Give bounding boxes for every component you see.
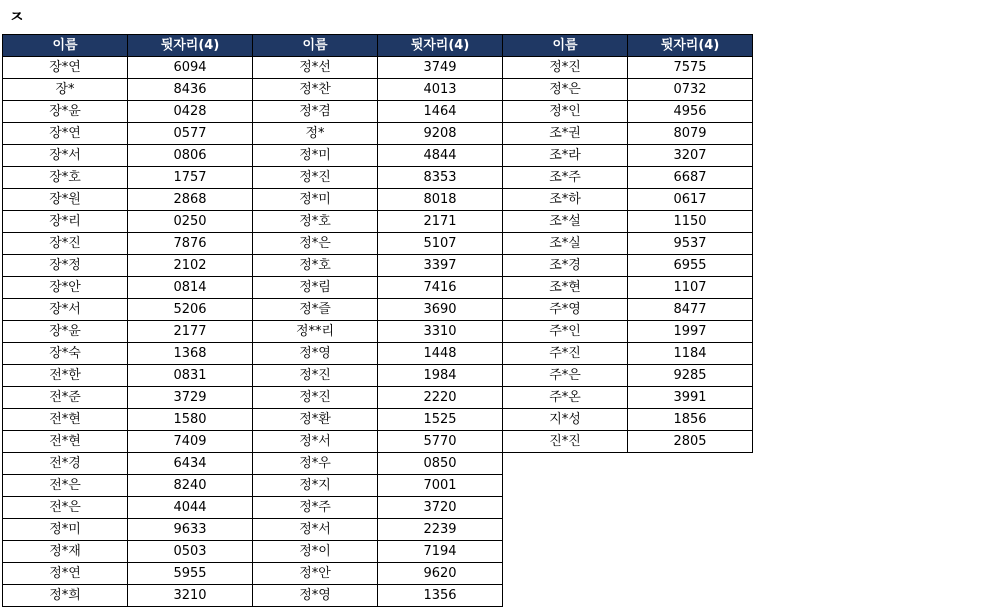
roster-table-3 xyxy=(502,34,753,453)
column-header-digits[interactable]: 뒷자리(4) xyxy=(628,35,753,57)
name-cell[interactable]: 장*리 xyxy=(3,211,128,233)
name-cell[interactable]: 정*서 xyxy=(253,519,378,541)
name-cell[interactable]: 정*안 xyxy=(253,563,378,585)
table-row xyxy=(503,299,753,321)
digits-cell[interactable]: 3991 xyxy=(628,387,753,409)
name-cell[interactable]: 정*지 xyxy=(253,475,378,497)
name-cell[interactable]: 정*인 xyxy=(503,101,628,123)
digits-cell[interactable]: 1997 xyxy=(628,321,753,343)
table-row xyxy=(3,321,253,343)
digits-cell[interactable]: 7575 xyxy=(628,57,753,79)
name-cell[interactable]: 정*미 xyxy=(253,189,378,211)
digits-cell[interactable]: 8353 xyxy=(378,167,503,189)
name-cell[interactable]: 장*원 xyxy=(3,189,128,211)
name-cell[interactable]: 전*은 xyxy=(3,497,128,519)
digits-cell[interactable]: 3690 xyxy=(378,299,503,321)
digits-cell[interactable]: 3720 xyxy=(378,497,503,519)
table-row xyxy=(503,365,753,387)
name-cell[interactable]: 정*주 xyxy=(253,497,378,519)
digits-cell[interactable]: 1356 xyxy=(378,585,503,607)
table-row xyxy=(253,123,503,145)
column-header-digits[interactable]: 뒷자리(4) xyxy=(378,35,503,57)
table-row xyxy=(253,453,503,475)
table-row xyxy=(253,585,503,607)
digits-cell[interactable]: 9620 xyxy=(378,563,503,585)
digits-cell[interactable]: 1856 xyxy=(628,409,753,431)
digits-cell[interactable]: 9537 xyxy=(628,233,753,255)
digits-cell[interactable]: 0814 xyxy=(128,277,253,299)
table-row xyxy=(3,233,253,255)
table-row xyxy=(503,189,753,211)
digits-cell[interactable]: 2805 xyxy=(628,431,753,453)
digits-cell[interactable]: 3207 xyxy=(628,145,753,167)
table-row xyxy=(253,189,503,211)
table-row xyxy=(253,475,503,497)
table-row xyxy=(3,211,253,233)
column-header-name[interactable]: 이름 xyxy=(253,35,378,57)
name-cell[interactable]: 정*호 xyxy=(253,255,378,277)
name-cell[interactable]: 정*환 xyxy=(253,409,378,431)
name-cell[interactable]: 조*라 xyxy=(503,145,628,167)
name-cell[interactable]: 장*서 xyxy=(3,299,128,321)
table-row xyxy=(3,387,253,409)
digits-cell[interactable]: 8079 xyxy=(628,123,753,145)
table-row xyxy=(503,233,753,255)
table-row xyxy=(253,365,503,387)
name-cell[interactable]: 정*우 xyxy=(253,453,378,475)
name-cell[interactable]: 정*은 xyxy=(253,233,378,255)
digits-cell[interactable]: 9208 xyxy=(378,123,503,145)
digits-cell[interactable]: 2171 xyxy=(378,211,503,233)
table-row xyxy=(503,211,753,233)
name-cell[interactable]: 지*성 xyxy=(503,409,628,431)
table-row xyxy=(3,299,253,321)
table-body xyxy=(253,57,503,607)
table-row xyxy=(253,145,503,167)
table-row xyxy=(253,211,503,233)
table-row xyxy=(503,409,753,431)
table-row xyxy=(503,167,753,189)
digits-cell[interactable]: 1580 xyxy=(128,409,253,431)
table-body xyxy=(503,57,753,453)
digits-cell[interactable]: 0850 xyxy=(378,453,503,475)
table-row xyxy=(3,57,253,79)
name-cell[interactable]: 전*현 xyxy=(3,409,128,431)
table-row xyxy=(3,343,253,365)
digits-cell[interactable]: 6434 xyxy=(128,453,253,475)
digits-cell[interactable]: 4844 xyxy=(378,145,503,167)
digits-cell[interactable]: 7409 xyxy=(128,431,253,453)
table-row xyxy=(3,365,253,387)
name-cell[interactable]: 정*은 xyxy=(503,79,628,101)
name-cell[interactable]: 정*영 xyxy=(253,343,378,365)
name-cell[interactable]: 조*하 xyxy=(503,189,628,211)
table-row xyxy=(503,343,753,365)
table-row xyxy=(3,519,253,541)
table-row xyxy=(3,541,253,563)
name-cell[interactable]: 정*진 xyxy=(253,167,378,189)
table-row xyxy=(253,255,503,277)
name-cell[interactable]: 정*진 xyxy=(253,365,378,387)
digits-cell[interactable]: 8240 xyxy=(128,475,253,497)
table-row xyxy=(503,387,753,409)
name-cell[interactable]: 정*진 xyxy=(253,387,378,409)
name-cell[interactable]: 정*선 xyxy=(253,57,378,79)
table-row xyxy=(253,167,503,189)
name-cell[interactable]: 진*진 xyxy=(503,431,628,453)
table-row xyxy=(253,101,503,123)
header-row xyxy=(253,35,503,57)
name-cell[interactable]: 정*호 xyxy=(253,211,378,233)
digits-cell[interactable]: 7001 xyxy=(378,475,503,497)
table-row xyxy=(503,101,753,123)
table-row xyxy=(3,123,253,145)
digits-cell[interactable]: 0732 xyxy=(628,79,753,101)
name-cell[interactable]: 장*연 xyxy=(3,57,128,79)
table-row xyxy=(253,387,503,409)
name-cell[interactable]: 정*즐 xyxy=(253,299,378,321)
table-row xyxy=(503,277,753,299)
name-cell[interactable]: 정*림 xyxy=(253,277,378,299)
digits-cell[interactable]: 7194 xyxy=(378,541,503,563)
name-cell[interactable]: 전*현 xyxy=(3,431,128,453)
table-row xyxy=(3,475,253,497)
name-cell[interactable]: 조*주 xyxy=(503,167,628,189)
header-row xyxy=(503,35,753,57)
table-row xyxy=(3,585,253,607)
digits-cell[interactable]: 2239 xyxy=(378,519,503,541)
name-cell[interactable]: 장*숙 xyxy=(3,343,128,365)
table-row xyxy=(503,79,753,101)
digits-cell[interactable]: 0617 xyxy=(628,189,753,211)
digits-cell[interactable]: 1757 xyxy=(128,167,253,189)
digits-cell[interactable]: 0250 xyxy=(128,211,253,233)
name-cell[interactable]: 정*찬 xyxy=(253,79,378,101)
table-row xyxy=(503,255,753,277)
table-row xyxy=(253,277,503,299)
table-row xyxy=(253,541,503,563)
name-cell[interactable]: 정*미 xyxy=(253,145,378,167)
digits-cell[interactable]: 3310 xyxy=(378,321,503,343)
name-cell[interactable]: 주*인 xyxy=(503,321,628,343)
digits-cell[interactable]: 1107 xyxy=(628,277,753,299)
table-row xyxy=(503,431,753,453)
table-row xyxy=(3,189,253,211)
table-row xyxy=(503,145,753,167)
name-cell[interactable]: 조*실 xyxy=(503,233,628,255)
name-cell[interactable]: 장*정 xyxy=(3,255,128,277)
name-cell[interactable]: 정*진 xyxy=(503,57,628,79)
name-cell[interactable]: 조*설 xyxy=(503,211,628,233)
name-cell[interactable]: 정*겸 xyxy=(253,101,378,123)
name-cell[interactable]: 장*진 xyxy=(3,233,128,255)
digits-cell[interactable]: 8477 xyxy=(628,299,753,321)
table-row xyxy=(253,233,503,255)
header-row xyxy=(3,35,253,57)
digits-cell[interactable]: 6955 xyxy=(628,255,753,277)
digits-cell[interactable]: 0577 xyxy=(128,123,253,145)
table-row xyxy=(3,255,253,277)
digits-cell[interactable]: 7416 xyxy=(378,277,503,299)
name-cell[interactable]: 조*경 xyxy=(503,255,628,277)
table-row xyxy=(253,57,503,79)
name-cell[interactable]: 조*권 xyxy=(503,123,628,145)
digits-cell[interactable]: 5770 xyxy=(378,431,503,453)
column-header-name[interactable]: 이름 xyxy=(3,35,128,57)
table-row xyxy=(253,343,503,365)
digits-cell[interactable]: 8018 xyxy=(378,189,503,211)
table-row xyxy=(253,497,503,519)
digits-cell[interactable]: 1464 xyxy=(378,101,503,123)
digits-cell[interactable]: 0503 xyxy=(128,541,253,563)
name-cell[interactable]: 정*이 xyxy=(253,541,378,563)
digits-cell[interactable]: 9633 xyxy=(128,519,253,541)
table-row xyxy=(503,57,753,79)
name-cell[interactable]: 정*영 xyxy=(253,585,378,607)
name-cell[interactable]: 정*연 xyxy=(3,563,128,585)
roster-table-1 xyxy=(2,34,253,607)
digits-cell[interactable]: 0806 xyxy=(128,145,253,167)
digits-cell[interactable]: 2102 xyxy=(128,255,253,277)
name-cell[interactable]: 장*윤 xyxy=(3,321,128,343)
name-cell[interactable]: 정*서 xyxy=(253,431,378,453)
digits-cell[interactable]: 1984 xyxy=(378,365,503,387)
table-row xyxy=(3,431,253,453)
digits-cell[interactable]: 3397 xyxy=(378,255,503,277)
digits-cell[interactable]: 2177 xyxy=(128,321,253,343)
name-cell[interactable]: 장*서 xyxy=(3,145,128,167)
digits-cell[interactable]: 6094 xyxy=(128,57,253,79)
column-header-name[interactable]: 이름 xyxy=(503,35,628,57)
name-cell[interactable]: 조*현 xyxy=(503,277,628,299)
table-row xyxy=(253,321,503,343)
digits-cell[interactable]: 1150 xyxy=(628,211,753,233)
digits-cell[interactable]: 1525 xyxy=(378,409,503,431)
name-cell[interactable]: 장* xyxy=(3,79,128,101)
table-row xyxy=(503,321,753,343)
name-cell[interactable]: 장*호 xyxy=(3,167,128,189)
digits-cell[interactable]: 0428 xyxy=(128,101,253,123)
roster-table-2 xyxy=(252,34,503,607)
digits-cell[interactable]: 4956 xyxy=(628,101,753,123)
digits-cell[interactable]: 4044 xyxy=(128,497,253,519)
name-cell[interactable]: 장*안 xyxy=(3,277,128,299)
digits-cell[interactable]: 7876 xyxy=(128,233,253,255)
name-cell[interactable]: 정*재 xyxy=(3,541,128,563)
digits-cell[interactable]: 9285 xyxy=(628,365,753,387)
digits-cell[interactable]: 5107 xyxy=(378,233,503,255)
name-cell[interactable]: 정* xyxy=(253,123,378,145)
name-cell[interactable]: 전*경 xyxy=(3,453,128,475)
digits-cell[interactable]: 0831 xyxy=(128,365,253,387)
name-cell[interactable]: 장*윤 xyxy=(3,101,128,123)
digits-cell[interactable]: 6687 xyxy=(628,167,753,189)
table-row xyxy=(3,453,253,475)
name-cell[interactable]: 주*진 xyxy=(503,343,628,365)
digits-cell[interactable]: 1184 xyxy=(628,343,753,365)
table-row xyxy=(503,123,753,145)
table-row xyxy=(253,409,503,431)
name-cell[interactable]: 전*준 xyxy=(3,387,128,409)
table-row xyxy=(253,299,503,321)
name-cell[interactable]: 전*한 xyxy=(3,365,128,387)
name-cell[interactable]: 전*은 xyxy=(3,475,128,497)
digits-cell[interactable]: 3210 xyxy=(128,585,253,607)
digits-cell[interactable]: 3729 xyxy=(128,387,253,409)
table-row xyxy=(253,79,503,101)
digits-cell[interactable]: 5955 xyxy=(128,563,253,585)
name-cell[interactable]: 정*희 xyxy=(3,585,128,607)
table-row xyxy=(3,409,253,431)
digits-cell[interactable]: 1448 xyxy=(378,343,503,365)
table-row xyxy=(3,167,253,189)
name-cell[interactable]: 주*온 xyxy=(503,387,628,409)
name-cell[interactable]: 주*영 xyxy=(503,299,628,321)
digits-cell[interactable]: 8436 xyxy=(128,79,253,101)
column-header-digits[interactable]: 뒷자리(4) xyxy=(128,35,253,57)
name-cell[interactable]: 정**리 xyxy=(253,321,378,343)
table-row xyxy=(253,563,503,585)
table-row xyxy=(3,277,253,299)
digits-cell[interactable]: 4013 xyxy=(378,79,503,101)
digits-cell[interactable]: 5206 xyxy=(128,299,253,321)
name-cell[interactable]: 주*은 xyxy=(503,365,628,387)
table-body xyxy=(3,57,253,607)
digits-cell[interactable]: 2868 xyxy=(128,189,253,211)
digits-cell[interactable]: 1368 xyxy=(128,343,253,365)
table-row xyxy=(3,79,253,101)
table-row xyxy=(3,497,253,519)
section-heading: ㅈ xyxy=(9,7,25,26)
digits-cell[interactable]: 2220 xyxy=(378,387,503,409)
name-cell[interactable]: 장*연 xyxy=(3,123,128,145)
name-cell[interactable]: 정*미 xyxy=(3,519,128,541)
table-row xyxy=(253,431,503,453)
table-row xyxy=(3,145,253,167)
table-row xyxy=(253,519,503,541)
digits-cell[interactable]: 3749 xyxy=(378,57,503,79)
table-row xyxy=(3,101,253,123)
table-row xyxy=(3,563,253,585)
